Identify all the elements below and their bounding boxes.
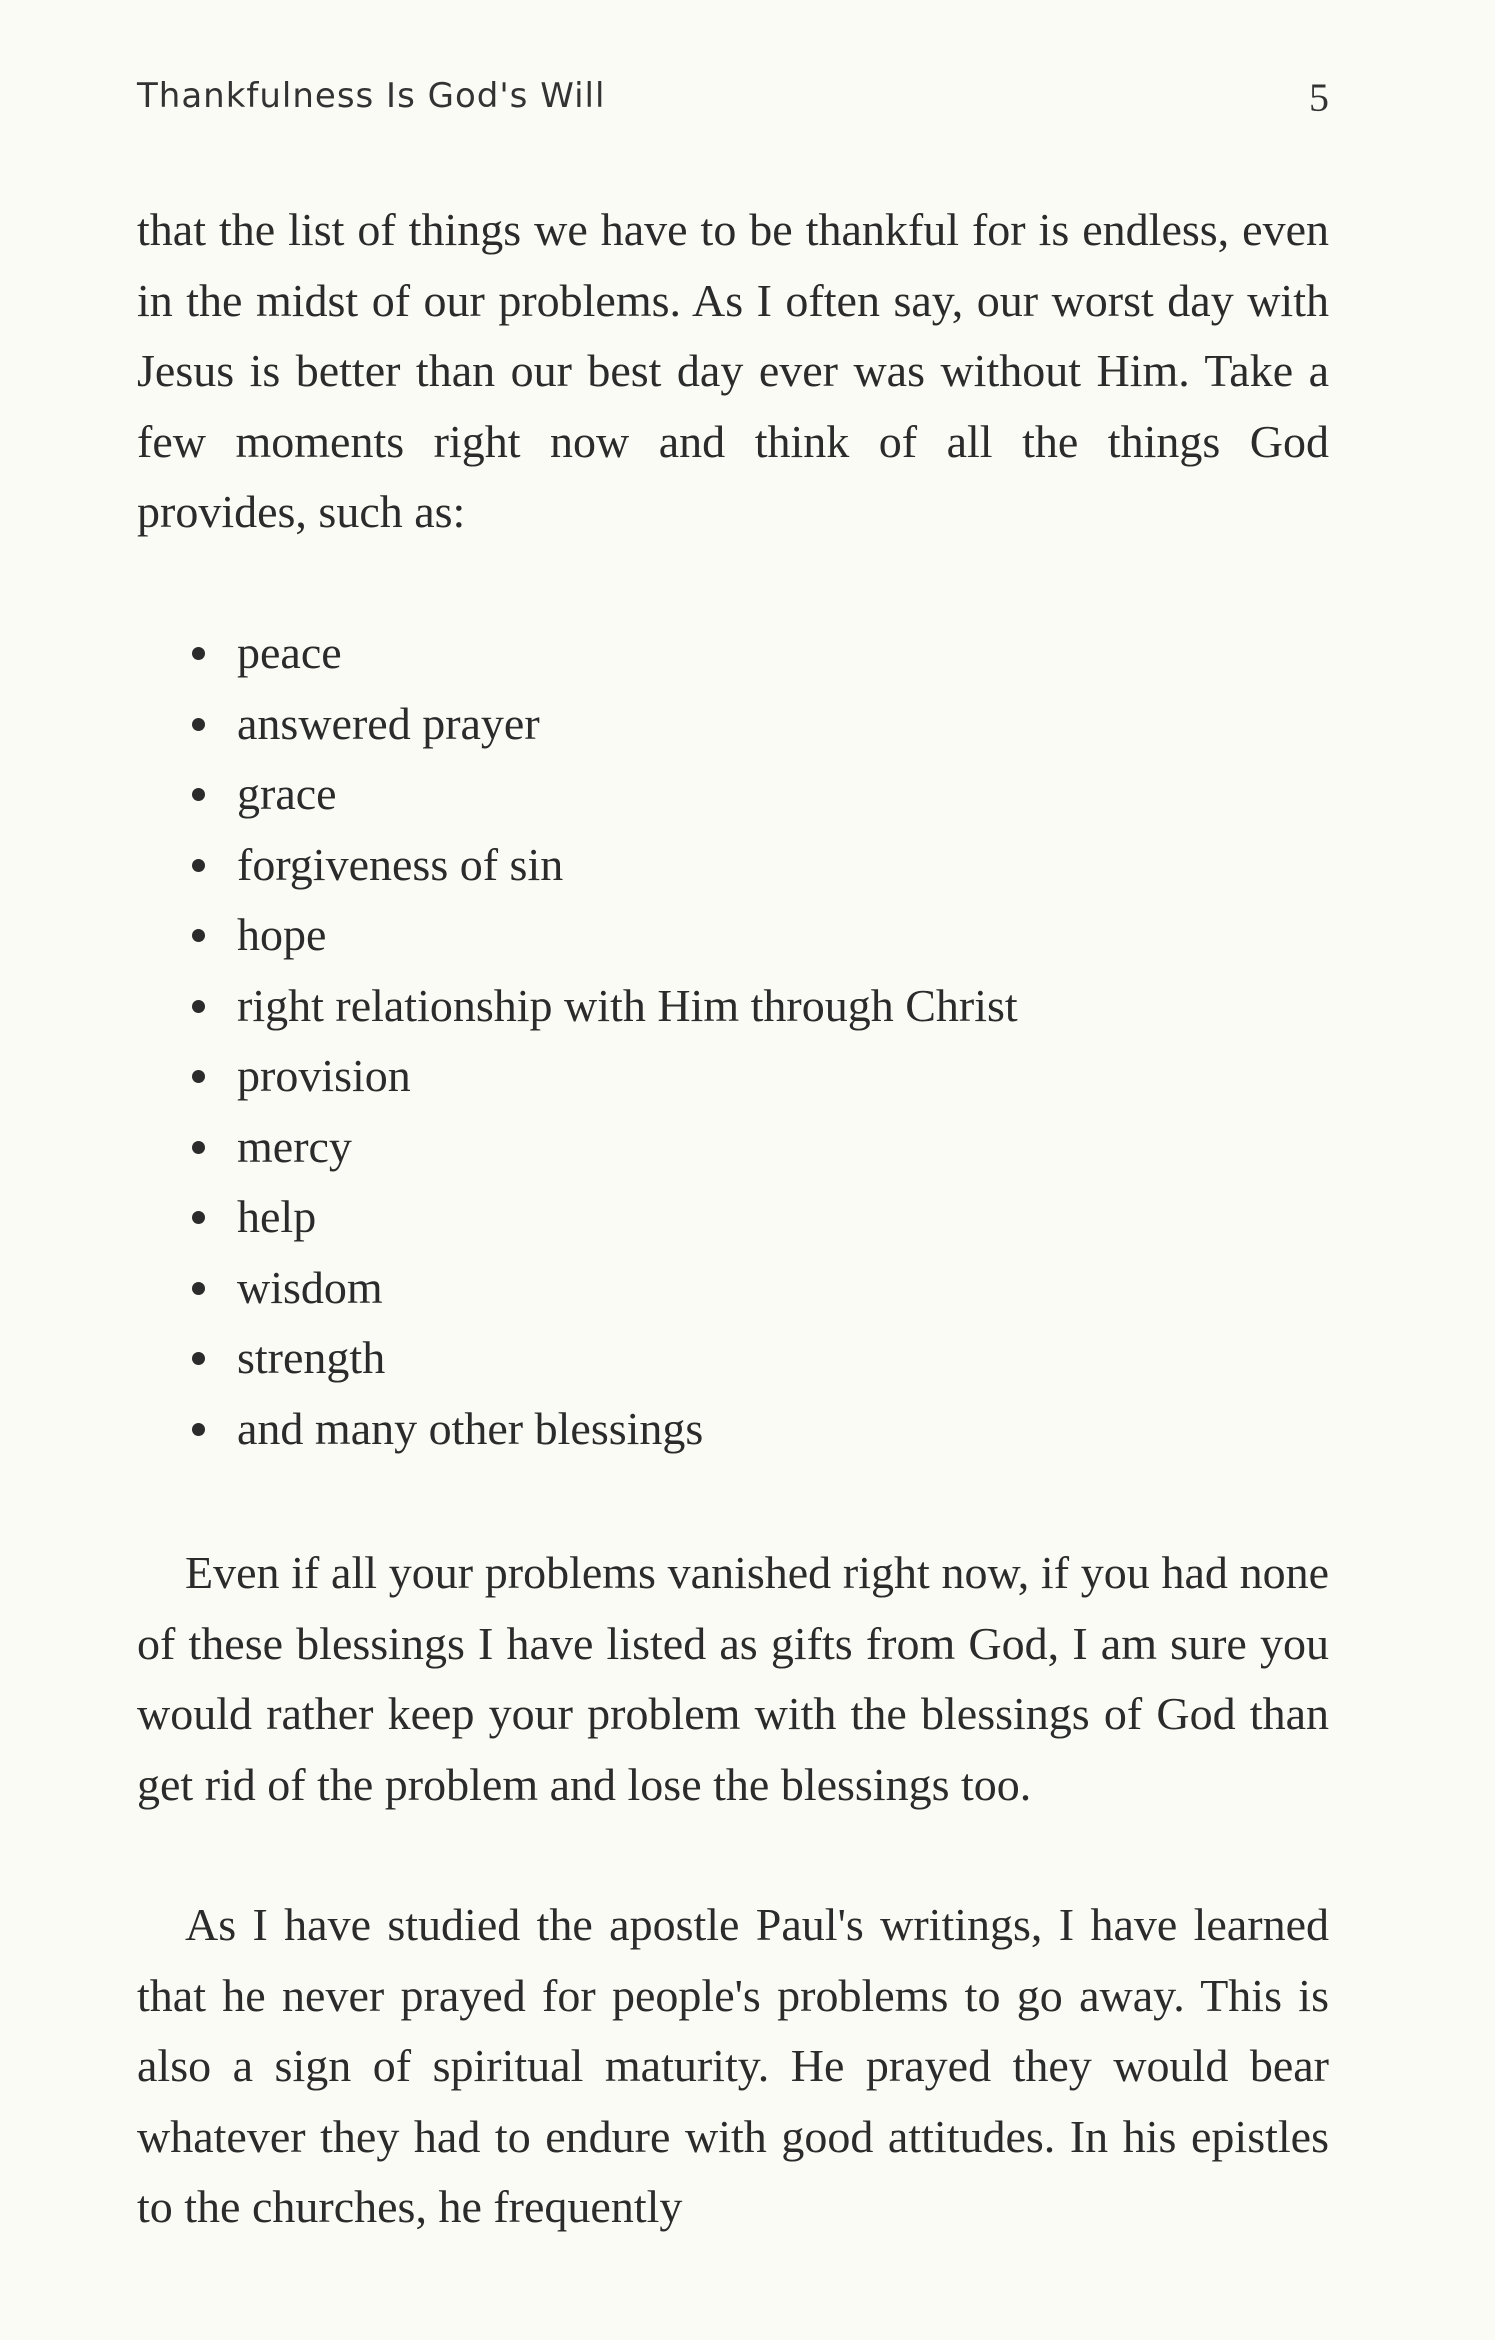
- list-item: [137, 830, 1018, 901]
- bullet-icon: [192, 1000, 205, 1013]
- list-item: [137, 689, 1018, 760]
- bullet-icon: [192, 1423, 205, 1436]
- list-item-text: provision: [237, 1050, 411, 1101]
- bullet-icon: [192, 718, 205, 731]
- paragraph-problems-vanished: Even if all your problems vanished right now, if you had none of these blessings I have listed as gifts from God, I am sure you would rather keep your problem with the blessings of God than get rid of the problem and lose the blessings too.: [137, 1547, 1329, 1810]
- page-number: 5: [1309, 75, 1329, 120]
- list-item-text: answered prayer: [237, 697, 540, 749]
- list-item-text: grace: [237, 768, 337, 819]
- bullet-icon: [192, 1282, 205, 1295]
- list-item: [137, 618, 1018, 689]
- list-item-text: hope: [237, 909, 327, 960]
- bullet-icon: [192, 1141, 205, 1154]
- list-item: [137, 971, 1018, 1042]
- bullet-icon: [192, 1070, 205, 1083]
- paragraph-apostle-paul: As I have studied the apostle Paul's writings, I have learned that he never prayed for people's problems to go away. This is also a sign of spiritual maturity. He prayed they would bear whatever they had to endure with good attitudes. In his epistles to the churches, he frequently: [137, 1899, 1329, 2232]
- bullet-icon: [192, 1352, 205, 1365]
- bullet-icon: [192, 929, 205, 942]
- list-item: [137, 1323, 1018, 1394]
- running-head-title: Thankfulness Is God's Will: [137, 76, 606, 116]
- list-item: [137, 1112, 1018, 1183]
- paragraph-opening: that the list of things we have to be thankful for is endless, even in the midst of our problems. As I often say, our worst day with Jesus is better than our best day ever was without Him. Take a few moments right now and think of all the things God provides, such as:: [137, 204, 1329, 537]
- list-item-text: mercy: [237, 1120, 352, 1172]
- list-item: [137, 900, 1018, 971]
- list-item: [137, 1394, 1018, 1465]
- bullet-icon: [192, 859, 205, 872]
- list-item-text: peace: [237, 627, 342, 678]
- list-item-text: forgiveness of sin: [237, 838, 564, 890]
- list-item-text: help: [237, 1191, 317, 1242]
- bullet-icon: [192, 1211, 205, 1224]
- list-item: [137, 1041, 1018, 1112]
- list-item: [137, 759, 1018, 830]
- list-item-text: strength: [237, 1332, 386, 1383]
- bullet-icon: [192, 788, 205, 801]
- list-item-text: and many other blessings: [237, 1402, 704, 1454]
- bullet-icon: [192, 647, 205, 660]
- list-item-text: right relationship with Him through Christ: [237, 979, 1018, 1031]
- blessings-list: [137, 618, 1018, 1464]
- list-item: [137, 1253, 1018, 1324]
- list-item-text: wisdom: [237, 1261, 383, 1313]
- list-item: [137, 1182, 1018, 1253]
